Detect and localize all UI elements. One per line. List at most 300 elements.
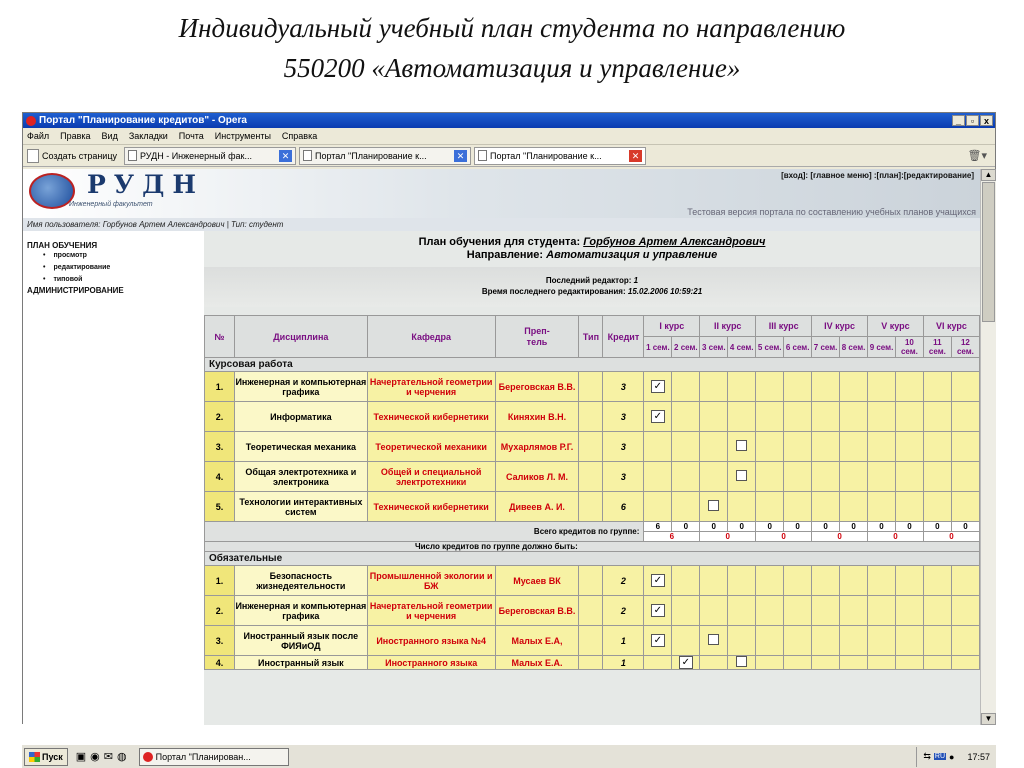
row-number: 1. [205,566,235,596]
new-page-icon [27,149,39,163]
windows-logo-icon [29,752,40,762]
semester-cell [728,596,756,626]
semester-10: 10 сем. [895,337,923,358]
teacher-cell: Малых Е.А. [495,656,579,670]
semester-cell [784,566,812,596]
col-teacher: Преп- тель [495,316,579,358]
department-cell: Технической кибернетики [367,402,495,432]
trash-icon[interactable]: 🗑▾ [967,150,987,162]
taskbar [22,744,996,768]
semester-cell [895,596,923,626]
semester-total: 0 [728,522,756,532]
semester-cell [644,432,672,462]
site-brand: РУДН [87,170,204,199]
department-cell: Технической кибернетики [367,492,495,522]
tab-label: Портал "Планирование к... [315,150,427,161]
semester-total: 0 [812,522,840,532]
semester-total: 0 [700,522,728,532]
menu-bookmarks[interactable]: Закладки [128,131,168,141]
semester-cell [784,432,812,462]
semester-cell [895,492,923,522]
semester-cell [672,626,700,656]
opera-icon [143,752,153,762]
col-credits: Кредит [603,316,644,358]
tab-portal-1[interactable] [299,147,471,165]
discipline-cell: Иностранный язык после ФИЯиОД [234,626,367,656]
semester-checkbox[interactable]: ✓ [679,656,693,669]
semester-cell [868,462,896,492]
semester-cell [895,626,923,656]
semester-cell [812,656,840,670]
browser-window [22,112,996,724]
semester-cell [840,626,868,656]
semester-cell [951,596,979,626]
row-number: 3. [205,432,235,462]
document-icon [303,150,312,161]
semester-cell [840,492,868,522]
semester-cell [812,402,840,432]
close-window-button[interactable]: x [980,115,993,126]
semester-checkbox[interactable]: ✓ [651,380,665,393]
row-number: 4. [205,462,235,492]
col-type: Тип [579,316,603,358]
taskbar-item-opera[interactable] [139,748,289,766]
semester-cell [840,372,868,402]
course-total: 6 [644,532,700,542]
semester-12: 12 сем. [951,337,979,358]
discipline-cell: Иностранный язык [234,656,367,670]
semester-cell [672,402,700,432]
semester-total: 0 [672,522,700,532]
semester-checkbox[interactable]: ✓ [651,574,665,587]
semester-cell [756,566,784,596]
semester-cell [784,626,812,656]
quick-launch [76,750,127,763]
new-page-label: Создать страницу [42,150,117,161]
semester-cell [923,566,951,596]
document-icon [478,150,487,161]
teacher-cell: Мухарлямов Р.Г. [495,432,579,462]
semester-cell [672,596,700,626]
course-3: III курс [756,316,812,337]
type-cell [579,596,603,626]
semester-cell [923,402,951,432]
type-cell [579,432,603,462]
semester-cell [868,492,896,522]
semester-cell [840,596,868,626]
menu-file[interactable]: Файл [27,131,50,141]
table-row [205,626,980,656]
menu-bar [23,128,995,145]
semester-cell [840,432,868,462]
row-number: 3. [205,626,235,656]
course-total: 0 [700,532,756,542]
group-required-label: Число кредитов по группе должно быть: [205,542,980,552]
semester-cell [951,402,979,432]
page-content [23,169,980,725]
semester-cell [951,656,979,670]
semester-checkbox[interactable] [708,634,719,645]
semester-cell [756,432,784,462]
tab-bar [23,145,995,167]
semester-cell [700,656,728,670]
semester-6: 6 сем. [784,337,812,358]
sidebar-plan-heading[interactable]: ПЛАН ОБУЧЕНИЯ [27,241,98,250]
semester-total: 0 [840,522,868,532]
scroll-up-button[interactable]: ▲ [981,169,996,181]
course-total: 0 [923,532,979,542]
semester-cell [644,462,672,492]
course-2: II курс [700,316,756,337]
scroll-down-button[interactable]: ▼ [981,713,996,725]
vertical-scrollbar[interactable] [980,169,996,725]
semester-cell [784,402,812,432]
desktop-icon[interactable]: ▣ [75,751,87,763]
menu-edit[interactable]: Правка [60,131,91,141]
semester-cell [868,402,896,432]
department-cell: Иностранного языка №4 [367,626,495,656]
credits-cell: 2 [603,596,644,626]
teacher-cell: Саликов Л. М. [495,462,579,492]
semester-9: 9 сем. [868,337,896,358]
semester-11: 11 сем. [923,337,951,358]
semester-cell [951,372,979,402]
opera-logo-icon [26,116,36,126]
top-nav-links[interactable]: [вход]: [главное меню] :[план]:[редактирование] [781,171,974,180]
semester-total: 0 [784,522,812,532]
table-row [205,432,980,462]
row-number: 2. [205,596,235,626]
tab-portal-2[interactable] [474,147,646,165]
semester-cell [784,462,812,492]
start-label: Пуск [42,751,63,762]
semester-checkbox[interactable]: ✓ [651,410,665,423]
table-row [205,402,980,432]
course-total: 0 [868,532,924,542]
semester-cell [756,656,784,670]
course-4: IV курс [812,316,868,337]
semester-cell [840,566,868,596]
semester-checkbox-cell [728,432,756,462]
close-tab-icon[interactable]: ✕ [279,150,292,162]
semester-cell [672,462,700,492]
semester-checkbox-cell [644,596,672,626]
discipline-cell: Технологии интерактивных систем [234,492,367,522]
semester-cell [840,402,868,432]
semester-cell [784,596,812,626]
semester-cell [672,372,700,402]
semester-checkbox-cell [644,566,672,596]
test-version-note: Тестовая версия портала по составлению учебных планов учащихся [687,207,976,217]
editor-label: Последний редактор: [545,276,632,285]
sidebar-item-view[interactable]: • просмотр [23,250,204,262]
taskbar-item-label: Портал "Планирован... [155,751,251,762]
semester-total: 0 [923,522,951,532]
document-icon [128,150,137,161]
department-cell: Промышленной экологии и БЖ [367,566,495,596]
teacher-cell: Мусаев ВК [495,566,579,596]
slide-title-line1: Индивидуальный учебный план студента по направлению [178,13,846,43]
semester-cell [756,402,784,432]
credits-cell: 1 [603,656,644,670]
new-page-button[interactable] [27,149,117,163]
minimize-button[interactable]: _ [952,115,965,126]
plan-header [204,231,980,267]
table-row [205,462,980,492]
semester-cell [923,462,951,492]
type-cell [579,402,603,432]
semester-cell [923,626,951,656]
group-total-label: Всего кредитов по группе: [205,522,644,542]
semester-checkbox-cell [672,656,700,670]
sidebar-item-typical[interactable]: • типовой [23,274,204,286]
table-row [205,596,980,626]
row-number: 5. [205,492,235,522]
type-cell [579,656,603,670]
row-number: 4. [205,656,235,670]
semester-4: 4 сем. [728,337,756,358]
semester-cell [812,566,840,596]
semester-cell [895,656,923,670]
semester-2: 2 сем. [672,337,700,358]
table-row [205,372,980,402]
semester-cell [812,462,840,492]
teacher-cell: Дивеев А. И. [495,492,579,522]
department-cell: Теоретической механики [367,432,495,462]
semester-total: 0 [868,522,896,532]
row-number: 1. [205,372,235,402]
tab-label: РУДН - Инженерный фак... [140,150,252,161]
teacher-cell: Малых Е.А, [495,626,579,656]
window-title: Портал "Планирование кредитов" - Opera [39,115,247,126]
group-heading: Обязательные [205,552,980,566]
start-button[interactable] [24,748,68,766]
window-titlebar [23,113,995,128]
teacher-cell: Киняхин В.Н. [495,402,579,432]
semester-cell [756,492,784,522]
semester-cell [700,566,728,596]
discipline-cell: Общая электротехника и электроника [234,462,367,492]
student-label: План обучения для студента: [418,236,581,248]
curriculum-table [204,315,980,670]
semester-cell [756,372,784,402]
maximize-button[interactable]: ▫ [966,115,979,126]
plan-main [204,231,980,725]
table-row [205,656,980,670]
semester-cell [728,402,756,432]
tray-app-icon[interactable]: ● [949,751,955,762]
semester-cell [784,372,812,402]
col-num: № [205,316,235,358]
discipline-cell: Инженерная и компьютерная графика [234,596,367,626]
credits-cell: 6 [603,492,644,522]
menu-tools[interactable]: Инструменты [214,131,271,141]
semester-cell [923,596,951,626]
semester-cell [868,626,896,656]
type-cell [579,626,603,656]
semester-cell [644,492,672,522]
semester-cell [895,372,923,402]
semester-cell [784,492,812,522]
course-6: VI курс [923,316,979,337]
type-cell [579,462,603,492]
semester-total: 0 [951,522,979,532]
semester-cell [923,372,951,402]
semester-1: 1 сем. [644,337,672,358]
semester-cell [756,462,784,492]
semester-cell [951,566,979,596]
table-row [205,566,980,596]
semester-checkbox[interactable] [736,440,747,451]
direction-value: Автоматизация и управление [546,249,718,261]
semester-cell [868,372,896,402]
discipline-cell: Теоретическая механика [234,432,367,462]
semester-cell [895,566,923,596]
course-5: V курс [868,316,924,337]
credits-cell: 3 [603,462,644,492]
slide-title [0,8,1024,88]
semester-cell [728,566,756,596]
semester-cell [700,462,728,492]
semester-checkbox-cell [644,372,672,402]
semester-cell [812,596,840,626]
discipline-cell: Безопасность жизнедеятельности [234,566,367,596]
semester-cell [895,402,923,432]
discipline-cell: Информатика [234,402,367,432]
semester-cell [951,626,979,656]
semester-cell [700,432,728,462]
tab-label: Портал "Планирование к... [490,150,602,161]
slide-title-line2: 550200 «Автоматизация и управление» [283,53,741,83]
table-row [205,492,980,522]
direction-label: Направление: [466,249,544,261]
semester-cell [672,492,700,522]
semester-5: 5 сем. [756,337,784,358]
semester-total: 6 [644,522,672,532]
semester-cell [812,492,840,522]
semester-cell [951,432,979,462]
teacher-cell: Береговская В.В. [495,372,579,402]
media-icon[interactable]: ◍ [117,751,127,763]
semester-checkbox-cell [728,462,756,492]
semester-total: 0 [895,522,923,532]
semester-cell [700,402,728,432]
time-value: 15.02.2006 10:59:21 [627,287,703,296]
tab-rudn[interactable] [124,147,296,165]
sidebar-admin-heading[interactable]: АДМИНИСТРИРОВАНИЕ [27,286,124,295]
user-info-bar: Имя пользователя: Горбунов Артем Александрович | Тип: студент [23,218,980,231]
course-total: 0 [812,532,868,542]
semester-checkbox[interactable] [736,470,747,481]
close-tab-icon[interactable]: ✕ [454,150,467,162]
student-name: Горбунов Артем Александрович [583,236,766,248]
type-cell [579,492,603,522]
sidebar [23,231,204,725]
semester-cell [728,492,756,522]
semester-8: 8 сем. [840,337,868,358]
credits-cell: 1 [603,626,644,656]
type-cell [579,372,603,402]
semester-total: 0 [756,522,784,532]
semester-checkbox-cell [728,656,756,670]
semester-checkbox-cell [700,626,728,656]
semester-checkbox[interactable] [736,656,747,667]
semester-3: 3 сем. [700,337,728,358]
semester-cell [923,656,951,670]
discipline-cell: Инженерная и компьютерная графика [234,372,367,402]
scroll-thumb[interactable] [982,182,995,322]
semester-checkbox[interactable]: ✓ [651,634,665,647]
semester-cell [923,492,951,522]
semester-cell [951,462,979,492]
language-indicator[interactable]: RU [934,753,946,760]
system-tray [916,747,996,767]
semester-cell [812,626,840,656]
faculty-label: Инженерный факультет [69,201,153,208]
semester-cell [923,432,951,462]
credits-cell: 3 [603,432,644,462]
time-label: Время последнего редактирования: [481,287,626,296]
course-total: 0 [756,532,812,542]
credits-cell: 3 [603,402,644,432]
semester-checkbox-cell [644,402,672,432]
col-department: Кафедра [367,316,495,358]
clock: 17:57 [967,751,990,762]
menu-help[interactable]: Справка [281,131,318,141]
col-discipline: Дисциплина [234,316,367,358]
semester-cell [895,432,923,462]
browser-icon[interactable]: ◉ [90,751,100,763]
department-cell: Иностранного языка [367,656,495,670]
semester-checkbox[interactable]: ✓ [651,604,665,617]
semester-cell [728,626,756,656]
semester-cell [840,656,868,670]
semester-checkbox-cell [644,626,672,656]
group-heading: Курсовая работа [205,358,980,372]
menu-mail[interactable]: Почта [178,131,204,141]
semester-cell [840,462,868,492]
department-cell: Начертательной геометрии и черчения [367,596,495,626]
semester-cell [700,372,728,402]
department-cell: Общей и специальной электротехники [367,462,495,492]
menu-view[interactable]: Вид [101,131,118,141]
semester-cell [756,626,784,656]
credits-cell: 2 [603,566,644,596]
semester-cell [951,492,979,522]
semester-cell [644,656,672,670]
semester-cell [895,462,923,492]
semester-cell [700,596,728,626]
editor-value: 1 [633,276,639,285]
semester-cell [812,372,840,402]
semester-cell [756,596,784,626]
semester-7: 7 сем. [812,337,840,358]
mail-icon[interactable]: ✉ [103,751,113,763]
semester-checkbox[interactable] [708,500,719,511]
semester-cell [868,432,896,462]
semester-cell [868,656,896,670]
semester-cell [672,566,700,596]
type-cell [579,566,603,596]
department-cell: Начертательной геометрии и черчения [367,372,495,402]
semester-cell [868,596,896,626]
site-header [23,169,980,218]
sidebar-item-edit[interactable]: • редактирование [23,262,204,274]
semester-cell [868,566,896,596]
network-icon[interactable]: ⇆ [923,751,931,761]
close-tab-icon[interactable]: ✕ [629,150,642,162]
row-number: 2. [205,402,235,432]
